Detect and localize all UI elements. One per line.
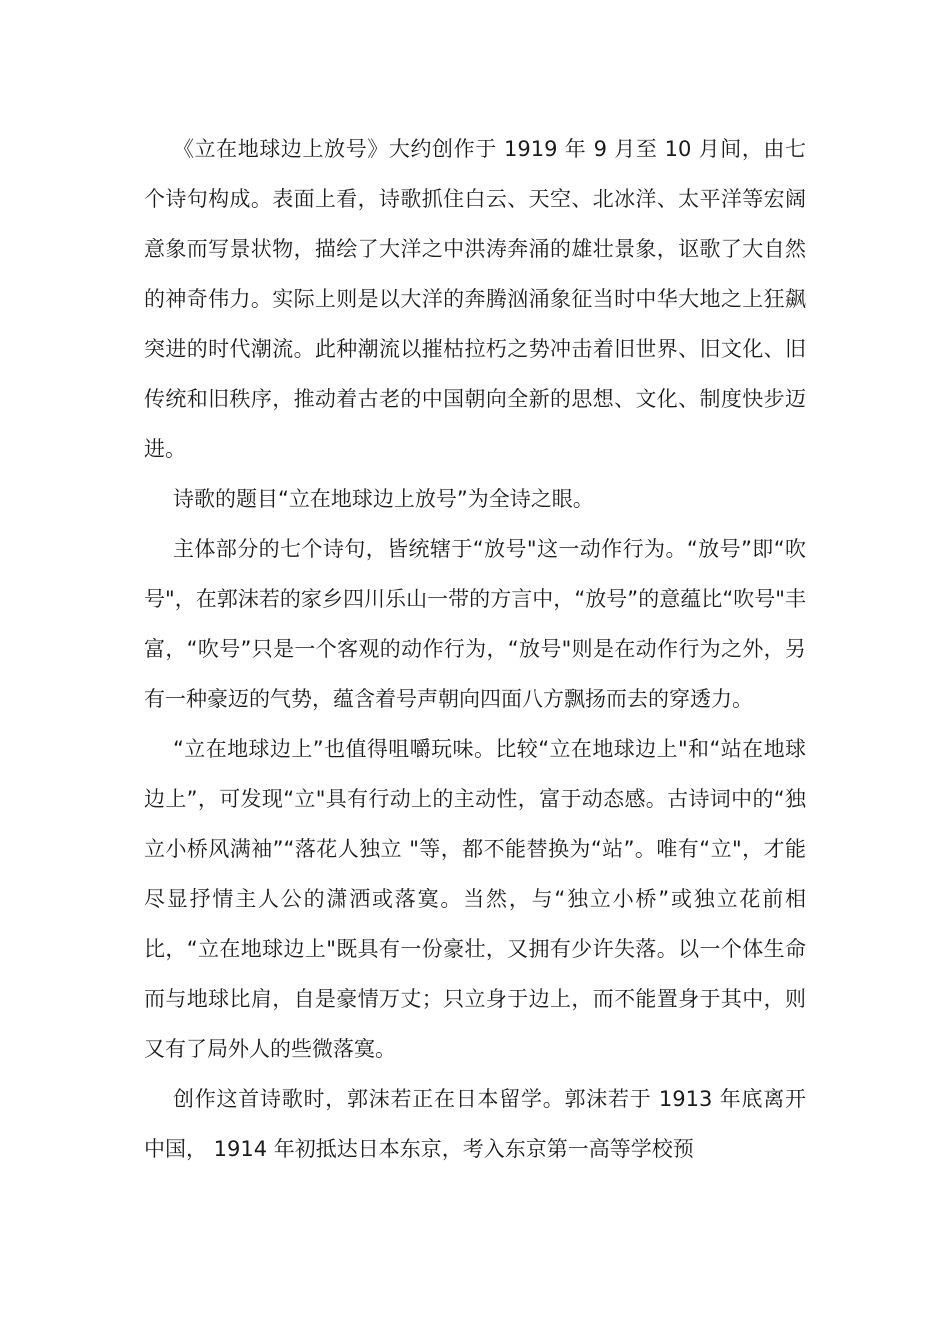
- paragraph-creation-date: 《立在地球边上放号》大约创作于 1919 年 9 月至 10 月间，由七个诗句构成。表面上看，诗歌抓住白云、天空、北冰洋、太平洋等宏阔意象而写景状物，描绘了大洋之中洪涛奔涌的雄壮景象，讴歌了大自然的神奇伟力。实际上则是以大洋的奔腾汹涌象征当时中华大地之上狂飙突进的时代潮流。此种潮流以摧枯拉朽之势冲击着旧世界、旧文化、旧传统和旧秩序，推动着古老的中国朝向全新的思想、文化、制度快步迈进。: [144, 137, 806, 461]
- document-page: [144, 124, 806, 1174]
- paragraph-li-zai-diqiu: “立在地球边上”也值得咀嚼玩味。比较“立在地球边上"和“站在地球边上”，可发现“立"具有行动上的主动性，富于动态感。古诗词中的“独立小桥风满袖”“落花人独立 "等，都不能替换为“站”。唯有“立"，才能尽显抒情主人公的潇洒或落寞。当然，与“独立小桥”或独立花前相比，“立在地球边上"既具有一份豪壮，又拥有少许失落。以一个体生命而与地球比肩，自是豪情万丈；只立身于边上，而不能置身于其中，则又有了局外人的些微落寞。: [144, 737, 806, 1061]
- paragraph-japan-study: 创作这首诗歌时，郭沫若正在日本留学。郭沫若于 1913 年底离开中国， 1914 年初抵达日本东京，考入东京第一高等学校预: [144, 1087, 806, 1161]
- paragraph-title-eye: 诗歌的题目“立在地球边上放号”为全诗之眼。: [173, 487, 594, 511]
- paragraph-fanghao-meaning: 主体部分的七个诗句，皆统辖于“放号"这一动作行为。“放号”即“吹号"，在郭沫若的家乡四川乐山一带的方言中，“放号”的意蕴比“吹号"丰富，“吹号”只是一个客观的动作行为，“放号"则是在动作行为之外，另有一种豪迈的气势，蕴含着号声朝向四面八方飘扬而去的穿透力。: [144, 537, 806, 711]
